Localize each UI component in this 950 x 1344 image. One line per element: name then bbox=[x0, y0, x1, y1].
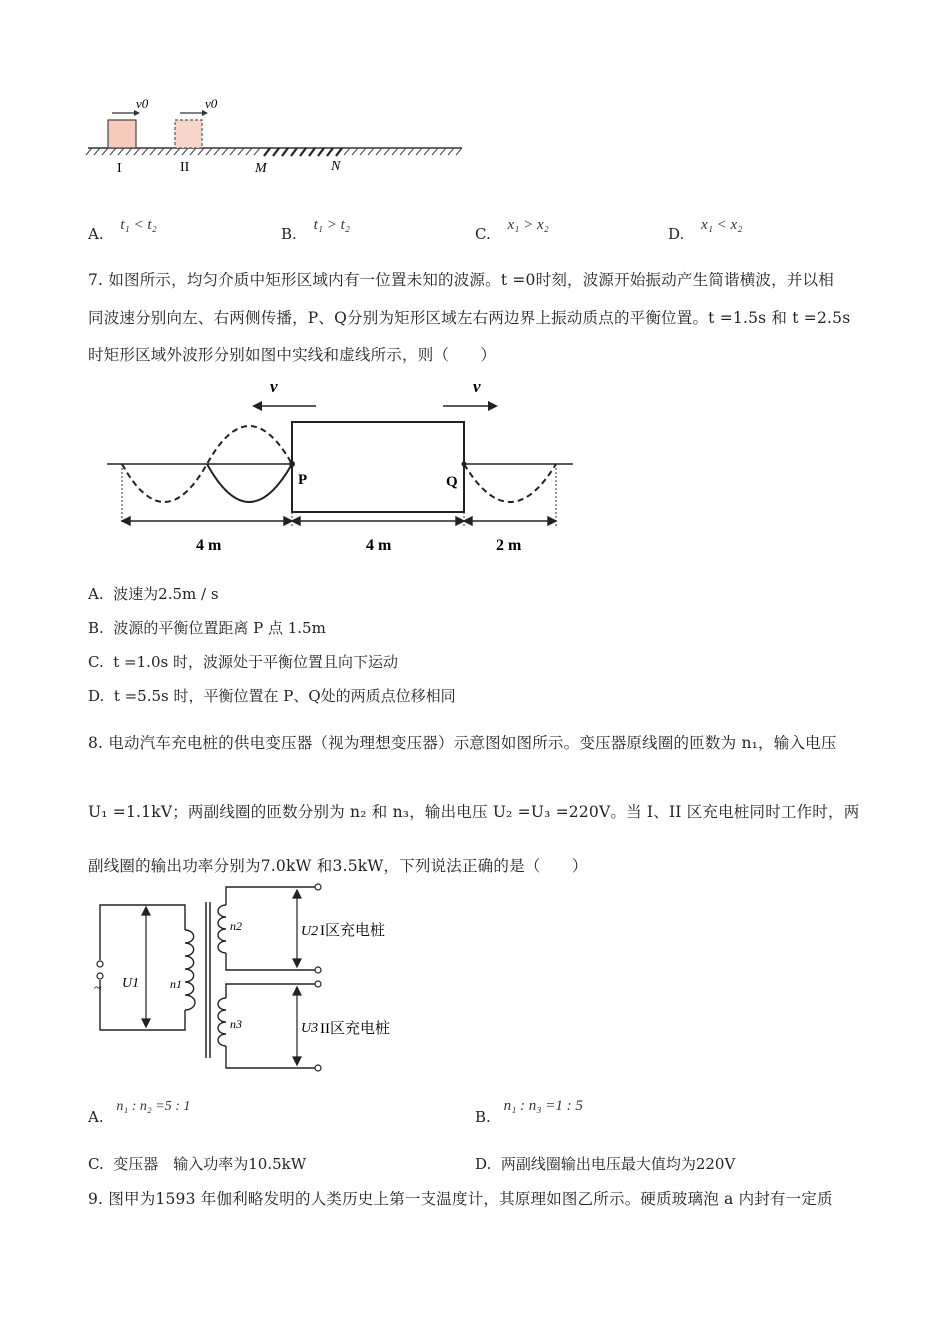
q8-option-b: B. n₁ : n₃ =1 : 5 bbox=[475, 1098, 583, 1126]
q8-option-c: C. 变压器 输入功率为10.5kW bbox=[88, 1155, 307, 1173]
block-I bbox=[108, 120, 136, 148]
q7-option-a: A. 波速为2.5m / s bbox=[88, 585, 219, 603]
v0-label-1: v0 bbox=[136, 96, 149, 111]
q6-figure bbox=[0, 0, 500, 190]
U2-label: U2 bbox=[301, 924, 319, 939]
q7-wave-figure bbox=[0, 370, 620, 560]
dist-label-1: 4 m bbox=[196, 537, 222, 554]
q7-stem-line3: 时矩形区域外波形分别如图中实线和虚线所示，则（ ） bbox=[88, 346, 497, 364]
q7-option-d: D. t =5.5s 时，平衡位置在 P、Q处的两质点位移相同 bbox=[88, 687, 456, 705]
q7-option-c: C. t =1.0s 时，波源处于平衡位置且向下运动 bbox=[88, 653, 398, 671]
ac-source-symbol: ~ bbox=[94, 981, 102, 996]
q7-option-b: B. 波源的平衡位置距离 P 点 1.5m bbox=[88, 619, 326, 637]
n1-label: n1 bbox=[170, 977, 182, 991]
source-region bbox=[292, 422, 464, 512]
q9-stem-line1: 9. 图甲为1593 年伽利略发明的人类历史上第一支温度计，其原理如图乙所示。硬质玻璃泡 a 内封有一定质 bbox=[88, 1190, 833, 1208]
q6-option-a: A. t₁ < t₂ bbox=[88, 217, 157, 243]
zone2-label: II区充电桩 bbox=[320, 1021, 390, 1037]
label-II: II bbox=[180, 160, 190, 175]
dist-label-3: 2 m bbox=[496, 537, 522, 554]
n3-label: n3 bbox=[230, 1017, 242, 1031]
U3-label: U3 bbox=[301, 1021, 319, 1036]
label-M: M bbox=[255, 161, 267, 176]
q7-stem-line2: 同波速分别向左、右两侧传播，P、Q分别为矩形区域左右两边界上振动质点的平衡位置。t =1.5s 和 t =2.5s bbox=[88, 309, 851, 327]
q8-option-d: D. 两副线圈输出电压最大值均为220V bbox=[475, 1155, 736, 1173]
label-N: N bbox=[331, 159, 341, 174]
point-Q: Q bbox=[446, 474, 458, 490]
v-right-label: v bbox=[473, 377, 481, 396]
n2-label: n2 bbox=[230, 919, 242, 933]
U1-label: U1 bbox=[122, 976, 140, 991]
label-I: I bbox=[117, 161, 122, 176]
block-II bbox=[175, 120, 202, 148]
q8-transformer-figure bbox=[0, 880, 460, 1080]
q8-option-a: A. n₁ : n₂ =5 : 1 bbox=[88, 1099, 191, 1126]
v0-label-2: v0 bbox=[205, 96, 218, 111]
q6-option-d: D. x₁ < x₂ bbox=[668, 217, 743, 243]
v-left-label: v bbox=[270, 377, 278, 396]
q7-stem-line1: 7. 如图所示，均匀介质中矩形区域内有一位置未知的波源。t =0时刻，波源开始振动产生简谐横波，并以相 bbox=[88, 271, 834, 289]
q8-stem-line2: U₁ =1.1kV；两副线圈的匝数分别为 n₂ 和 n₃，输出电压 U₂ =U₃ =220V。当 I、II 区充电桩同时工作时，两 bbox=[88, 803, 860, 821]
zone1-label: I区充电桩 bbox=[320, 923, 385, 939]
q8-stem-line1: 8. 电动汽车充电桩的供电变压器（视为理想变压器）示意图如图所示。变压器原线圈的匝数为 n₁，输入电压 bbox=[88, 734, 837, 752]
q8-stem-line3: 副线圈的输出功率分别为7.0kW 和3.5kW，下列说法正确的是（ ） bbox=[88, 857, 588, 875]
dist-label-2: 4 m bbox=[366, 537, 392, 554]
q6-option-c: C. x₁ > x₂ bbox=[475, 217, 549, 243]
point-P: P bbox=[298, 472, 308, 488]
q6-option-b: B. t₁ > t₂ bbox=[281, 217, 350, 243]
